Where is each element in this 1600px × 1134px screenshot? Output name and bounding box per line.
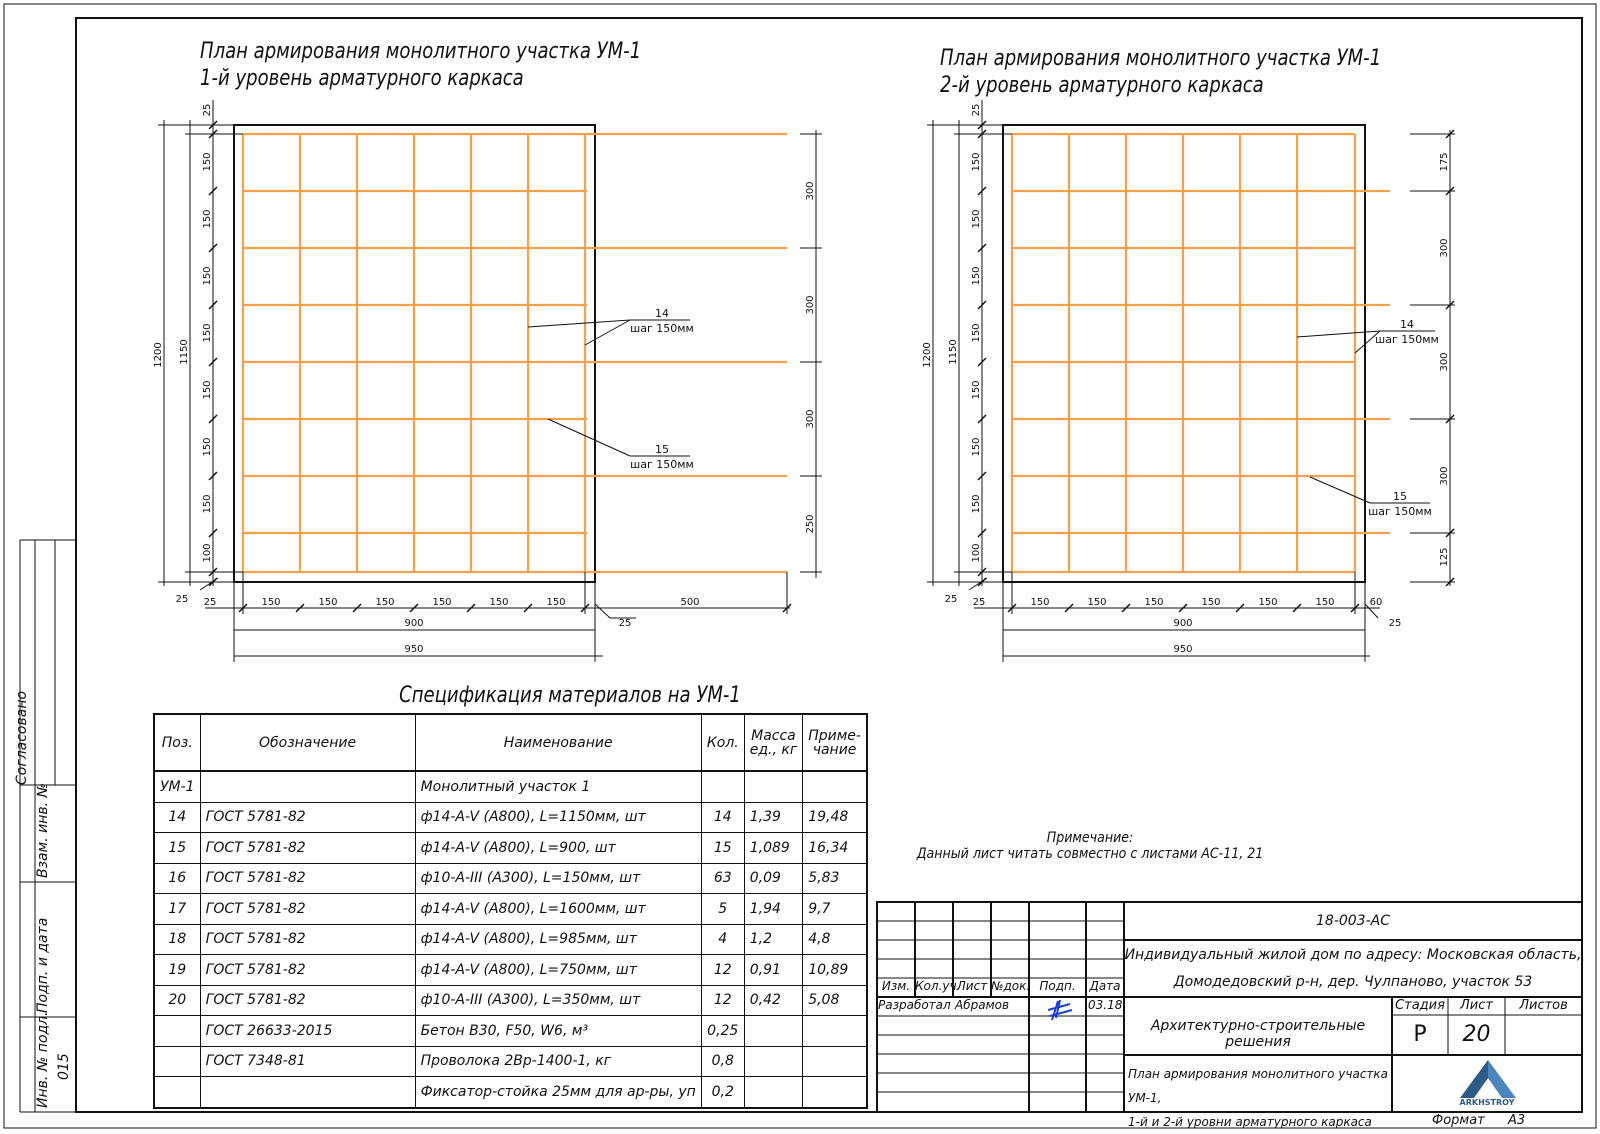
plan2-title-line2: 2-й уровень арматурного каркаса: [940, 73, 1264, 98]
spec-header-note-line2: чание: [812, 741, 857, 758]
spec-cell-designation: ГОСТ 5781-82: [200, 833, 415, 864]
plan2-dim-bottom: 150: [1201, 597, 1221, 608]
spec-cell-name: ф10-A-III (A300), L=350мм, шт: [415, 985, 701, 1016]
tb-developer: Абрамов: [955, 998, 1010, 1012]
plan2-dim-bottom: 150: [1315, 597, 1335, 608]
spec-cell-name: ф14-A-V (A800), L=750мм, шт: [415, 955, 701, 986]
signature-mark: [1048, 1000, 1072, 1020]
spec-cell-qty: 0,25: [701, 1016, 744, 1047]
tb-object: [1124, 942, 1582, 996]
plan1-dim-bottom: 150: [432, 597, 452, 608]
plan1-title-line1: План армирования монолитного участка УМ-1: [200, 39, 642, 64]
tb-sheet: 20: [1462, 1022, 1491, 1047]
spec-cell-pos: УМ-1: [154, 771, 200, 802]
format-value: А3: [1508, 1113, 1526, 1128]
tb-col-list: Лист: [956, 979, 988, 993]
spec-cell-note: 10,89: [803, 955, 867, 986]
plan1-dim-bottom: 25: [203, 597, 217, 608]
spec-cell-note: 9,7: [803, 894, 867, 925]
spec-cell-name: ф14-A-V (A800), L=1600мм, шт: [415, 894, 701, 925]
plan1-dim-left-step: 150: [202, 494, 213, 514]
plan2-dim-left-step: 150: [971, 209, 982, 229]
spec-cell-pos: 19: [154, 955, 200, 986]
spec-cell-designation: ГОСТ 5781-82: [200, 955, 415, 986]
spec-cell-designation: ГОСТ 7348-81: [200, 1046, 415, 1077]
plan1-dim-left-step: 100: [202, 543, 213, 563]
spec-cell-mass: 1,2: [744, 924, 802, 955]
format-label: Формат: [1432, 1113, 1485, 1128]
spec-cell-designation: ГОСТ 5781-82: [200, 802, 415, 833]
plan2-dim-left-step: 150: [971, 266, 982, 286]
spec-header-qty: Кол.: [701, 714, 744, 771]
spec-cell-note: 19,48: [803, 802, 867, 833]
plan1-dim-bottom: 500: [680, 597, 700, 608]
plan1-dim-left-step: 25: [202, 103, 213, 117]
tb-col-kolich: Кол.уч.: [915, 979, 961, 993]
spec-cell-pos: 20: [154, 985, 200, 1016]
plan2-callout-a-step: шаг 150мм: [1375, 333, 1439, 346]
spec-header-mass-line1: Масса: [751, 727, 796, 744]
plan2-callout-b-step: шаг 150мм: [1368, 505, 1432, 518]
spec-cell-qty: 14: [701, 802, 744, 833]
spec-cell-designation: ГОСТ 5781-82: [200, 894, 415, 925]
logo-text: ARKHSTROY: [1459, 1098, 1515, 1107]
plan2-dim-900: 900: [1173, 618, 1193, 629]
plan2-dim-bottom: 150: [1258, 597, 1278, 608]
plan2-dim-950: 950: [1173, 644, 1193, 655]
spec-cell-name: Фиксатор-стойка 25мм для ар-ры, уп: [415, 1077, 701, 1108]
spec-cell-qty: 63: [701, 863, 744, 894]
plan1-dim-1150: 1150: [179, 339, 190, 365]
spec-cell-note: 5,83: [803, 863, 867, 894]
plan2-dim-right: 300: [1439, 238, 1450, 258]
tb-stage: Р: [1413, 1022, 1427, 1047]
plan2-dim-right: 300: [1439, 352, 1450, 372]
plan2-dim-right: 125: [1439, 547, 1450, 567]
plan2-dim-bottom: 150: [1030, 597, 1050, 608]
plan2-dim-left-step: 25: [971, 103, 982, 117]
plan1-dim-bottom: 25: [175, 594, 189, 605]
plan1-dim-1200: 1200: [153, 342, 164, 368]
tb-drawing-line2: 1-й и 2-й уровни арматурного каркаса: [1128, 1115, 1372, 1129]
plan1-dim-left-step: 150: [202, 437, 213, 457]
spec-cell-designation: ГОСТ 5781-82: [200, 863, 415, 894]
plan2-callout-b-pos: 15: [1393, 490, 1407, 503]
spec-header-pos: Поз.: [154, 714, 200, 771]
plan1-dim-left-step: 150: [202, 209, 213, 229]
plan2-callout-a-pos: 14: [1400, 318, 1414, 331]
spec-cell-name: ф14-A-V (A800), L=1150мм, шт: [415, 802, 701, 833]
plan1-dim-left-step: 150: [202, 323, 213, 343]
plan1-dim-right: 250: [805, 514, 816, 534]
spec-cell-mass: 0,42: [744, 985, 802, 1016]
spec-cell-qty: 15: [701, 833, 744, 864]
plan2-dim-bottom: 25: [1388, 618, 1402, 629]
side-sign-date: Подп. и дата: [35, 917, 51, 1013]
spec-cell-mass: 0,09: [744, 863, 802, 894]
spec-cell-designation: ГОСТ 5781-82: [200, 985, 415, 1016]
tb-col-podp: Подп.: [1039, 979, 1076, 993]
plan1-dim-bottom: 150: [489, 597, 509, 608]
plan1-dim-bottom: 150: [375, 597, 395, 608]
plan2-title-line1: План армирования монолитного участка УМ-1: [940, 46, 1382, 71]
plan1-dim-bottom: 150: [318, 597, 338, 608]
spec-cell-pos: 16: [154, 863, 200, 894]
spec-cell-name: ф14-A-V (A800), L=900, шт: [415, 833, 701, 864]
spec-cell-qty: 5: [701, 894, 744, 925]
note-heading: Примечание:: [1046, 830, 1134, 846]
spec-cell-mass: 1,94: [744, 894, 802, 925]
plan2-dim-bottom: 150: [1087, 597, 1107, 608]
tb-code: 18-003-АС: [1316, 913, 1390, 929]
spec-header-note-line1: Приме-: [808, 727, 861, 744]
plan1-callout-a-step: шаг 150мм: [630, 322, 694, 335]
spec-cell-name: Монолитный участок 1: [415, 771, 701, 802]
plan2-dim-left-step: 100: [971, 543, 982, 563]
spec-cell-qty: 0,8: [701, 1046, 744, 1077]
spec-cell-pos: 14: [154, 802, 200, 833]
tb-col-data: Дата: [1089, 979, 1121, 993]
plan1-dim-right: 300: [805, 181, 816, 201]
spec-cell-qty: 0,2: [701, 1077, 744, 1108]
plan2-dim-bottom: 25: [972, 597, 986, 608]
tb-object-line1: Индивидуальный жилой дом по адресу: Московская область,: [1124, 947, 1582, 963]
spec-cell-mass: 1,39: [744, 802, 802, 833]
tb-stage-label: Стадия: [1395, 998, 1445, 1013]
spec-cell-designation: ГОСТ 26633-2015: [200, 1016, 415, 1047]
plan1-dim-bottom: 25: [618, 618, 632, 629]
tb-drawing: [1128, 1062, 1390, 1134]
spec-header-name: Наименование: [415, 714, 701, 771]
side-agreed: Согласовано: [14, 690, 30, 785]
tb-sheet-label: Лист: [1460, 998, 1493, 1013]
plan1-dim-right: 300: [805, 295, 816, 315]
plan1-callout-b-step: шаг 150мм: [630, 458, 694, 471]
spec-cell-name: ф10-A-III (A300), L=150мм, шт: [415, 863, 701, 894]
plan2-dim-left-step: 150: [971, 494, 982, 514]
plan2-dim-1150: 1150: [948, 339, 959, 365]
plan2-dim-right: 175: [1439, 152, 1450, 172]
arkhstroy-logo: [1460, 1060, 1516, 1098]
side-inv-replace: Взам. инв. №: [35, 782, 51, 878]
tb-section: Архитектурно-строительные решения: [1150, 1018, 1366, 1050]
spec-cell-mass: 1,089: [744, 833, 802, 864]
tb-sheets-label: Листов: [1519, 998, 1568, 1013]
spec-cell-qty: 12: [701, 955, 744, 986]
spec-cell-name: Бетон B30, F50, W6, м³: [415, 1016, 701, 1047]
plan1-dim-left-step: 150: [202, 152, 213, 172]
spec-header-mass-line2: ед., кг: [749, 741, 798, 758]
plan1-dim-left-step: 150: [202, 380, 213, 400]
plan1-dim-left-step: 150: [202, 266, 213, 286]
plan2-dim-left-step: 150: [971, 380, 982, 400]
tb-developed-label: Разработал: [878, 998, 951, 1012]
plan1-callout-a-pos: 14: [655, 307, 669, 320]
plan2-dim-1200: 1200: [922, 342, 933, 368]
plan2-dim-left-step: 150: [971, 437, 982, 457]
plan1-dim-right: 300: [805, 409, 816, 429]
spec-cell-note: 16,34: [803, 833, 867, 864]
plan1-dim-bottom: 150: [261, 597, 281, 608]
spec-cell-note: 5,08: [803, 985, 867, 1016]
tb-object-line2: Домодедовский р-н, дер. Чулпаново, участок 53: [1173, 974, 1533, 990]
spec-title: Спецификация материалов на УМ-1: [399, 683, 741, 708]
plan1-title-line2: 1-й уровень арматурного каркаса: [200, 66, 524, 91]
tb-date: 03.18: [1088, 998, 1123, 1012]
tb-drawing-line1: План армирования монолитного участка УМ-1,: [1128, 1067, 1389, 1105]
spec-cell-qty: 12: [701, 985, 744, 1016]
plan2-dim-bottom: 150: [1144, 597, 1164, 608]
plan1-callout-b-pos: 15: [655, 443, 669, 456]
plan2-dim-bottom: 25: [944, 594, 958, 605]
plan1-dim-bottom: 150: [546, 597, 566, 608]
note-text: Данный лист читать совместно с листами АС-11, 21: [916, 846, 1264, 862]
side-inv-orig-value: 015: [56, 1053, 72, 1080]
spec-cell-designation: ГОСТ 5781-82: [200, 924, 415, 955]
plan2-dim-left-step: 150: [971, 323, 982, 343]
plan2-dim-left-step: 150: [971, 152, 982, 172]
spec-header-designation: Обозначение: [200, 714, 415, 771]
spec-cell-name: Проволока 2Вр-1400-1, кг: [415, 1046, 701, 1077]
spec-cell-name: ф14-A-V (A800), L=985мм, шт: [415, 924, 701, 955]
spec-cell-note: 4,8: [803, 924, 867, 955]
side-inv-orig: Инв. № подл.: [35, 1011, 51, 1108]
tb-col-ndok: №док.: [991, 979, 1031, 993]
plan2-dim-bottom: 60: [1369, 597, 1383, 608]
tb-col-izm: Изм.: [881, 979, 911, 993]
spec-cell-qty: 4: [701, 924, 744, 955]
spec-cell-pos: 18: [154, 924, 200, 955]
plan1-dim-900: 900: [404, 618, 424, 629]
spec-cell-pos: 17: [154, 894, 200, 925]
plan1-dim-950: 950: [404, 644, 424, 655]
spec-cell-pos: 15: [154, 833, 200, 864]
spec-cell-mass: 0,91: [744, 955, 802, 986]
plan2-dim-right: 300: [1439, 466, 1450, 486]
